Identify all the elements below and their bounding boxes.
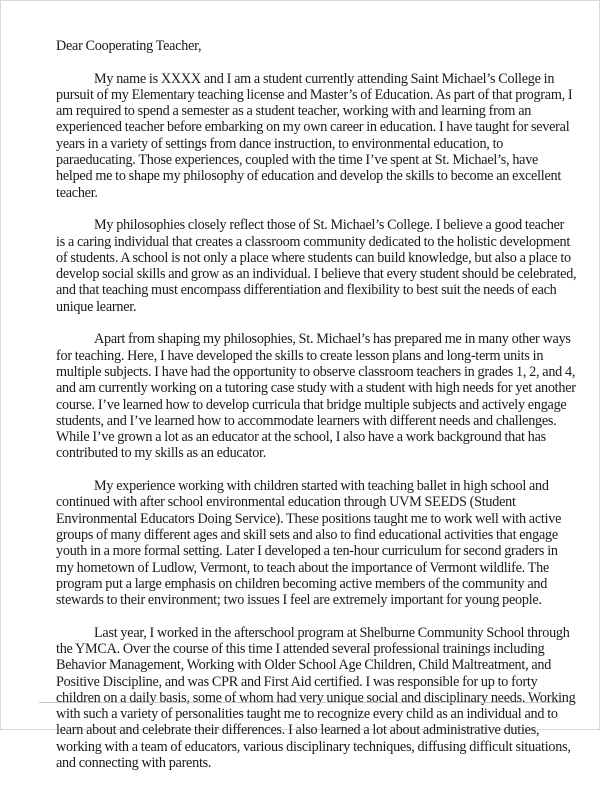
paragraph-line: working with a team of educators, various disciplinary techniques, diffusing difficult situations,: [56, 738, 571, 755]
paragraph-line: my hometown of Ludlow, Vermont, to teach about the importance of Vermont wildlife. The: [56, 559, 549, 576]
paragraph-line: learn about and celebrate their differences. I also learned a lot about administrative duties,: [56, 722, 540, 739]
paragraph-line: children on a daily basis, some of whom had very unique social and disciplinary needs. Working: [56, 689, 576, 706]
paragraph-line: Positive Discipline, and was CPR and First Aid certified. I was responsible for up to forty: [56, 673, 538, 690]
paragraph-line: Last year, I worked in the afterschool program at Shelburne Community School through: [94, 624, 570, 641]
paragraph-line: While I’ve grown a lot as an educator at the school, I also have a work background that has: [56, 429, 546, 446]
paragraph-line: pursuit of my Elementary teaching license and Master’s of Education. As part of that program, I: [56, 86, 573, 103]
paragraph-line: contributed to my skills as an educator.: [56, 445, 267, 462]
paragraph-line: and am currently working on a tutoring case study with a student with high needs for yet another: [56, 380, 576, 397]
paragraph-line: program put a large emphasis on children becoming active members of the community and: [56, 575, 548, 592]
paragraph-line: am required to spend a semester as a student teacher, working with and learning from an: [56, 103, 532, 120]
salutation: Dear Cooperating Teacher,: [56, 38, 202, 54]
paragraph-line: paraeducating. Those experiences, coupled with the time I’ve spent at St. Michael’s, have: [56, 152, 539, 169]
paragraph-line: for teaching. Here, I have developed the skills to create lesson plans and long-term units in: [56, 347, 544, 364]
paragraph-line: groups of many different ages and skill sets and also to find educational activities that engage: [56, 526, 558, 543]
paragraph-line: with such a variety of personalities taught me to recognize every child as an individual and to: [56, 706, 558, 723]
paragraph-line: of students. A school is not only a place where students can build knowledge, but also a place to: [56, 249, 571, 266]
paragraph-line: multiple subjects. I have had the opportunity to observe classroom teachers in grades 1, 2, and 4,: [56, 363, 576, 380]
paragraph-work-background: [56, 624, 576, 772]
paragraph-line: My name is XXXX and I am a student currently attending Saint Michael’s College in: [94, 70, 555, 87]
paragraph-line: students, and I’ve learned how to accommodate learners with different needs and challenges.: [56, 412, 557, 429]
paragraph-introduction: [56, 70, 573, 201]
paragraph-philosophy: [56, 217, 577, 315]
page-bottom-divider: [39, 702, 563, 703]
paragraph-line: and that teaching must encompass differentiation and flexibility to best suit the needs of each: [56, 282, 557, 299]
paragraph-line: Apart from shaping my philosophies, St. Michael’s has prepared me in many other ways: [94, 331, 571, 348]
paragraph-line: Behavior Management, Working with Older School Age Children, Child Maltreatment, and: [56, 657, 552, 674]
paragraph-line: unique learner.: [56, 298, 137, 315]
paragraph-experience: [56, 478, 562, 609]
paragraph-line: youth in a more formal setting. Later I developed a ten-hour curriculum for second graders in: [56, 543, 558, 560]
paragraph-line: is a caring individual that creates a classroom community dedicated to the holistic development: [56, 233, 571, 250]
paragraph-line: years in a variety of settings from dance instruction, to environmental education, to: [56, 135, 504, 152]
paragraph-line: My experience working with children started with teaching ballet in high school and: [94, 478, 549, 495]
paragraph-line: helped me to shape my philosophy of education and develop the skills to become an excellent: [56, 168, 562, 185]
paragraph-line: continued with after school environmental education through UVM SEEDS (Student: [56, 494, 516, 511]
paragraph-line: My philosophies closely reflect those of St. Michael’s College. I believe a good teacher: [94, 217, 565, 234]
letter-body: [56, 38, 577, 788]
paragraph-line: course. I’ve learned how to develop curricula that bridge multiple subjects and actively engage: [56, 396, 567, 413]
paragraph-line: experienced teacher before embarking on my own career in education. I have taught for several: [56, 119, 570, 136]
paragraph-line: Environmental Educators Doing Service). These positions taught me to work well with active: [56, 510, 562, 527]
paragraph-line: develop social skills and grow as an individual. I believe that every student should be celebrated,: [56, 266, 577, 283]
paragraph-line: teacher.: [56, 184, 98, 201]
paragraph-line: stewards to their environment; two issues I feel are extremely important for young people.: [56, 592, 542, 609]
paragraph-line: the YMCA. Over the course of this time I attended several professional trainings including: [56, 640, 545, 657]
paragraph-preparation: [56, 331, 576, 462]
paragraph-line: and connecting with parents.: [56, 755, 212, 772]
